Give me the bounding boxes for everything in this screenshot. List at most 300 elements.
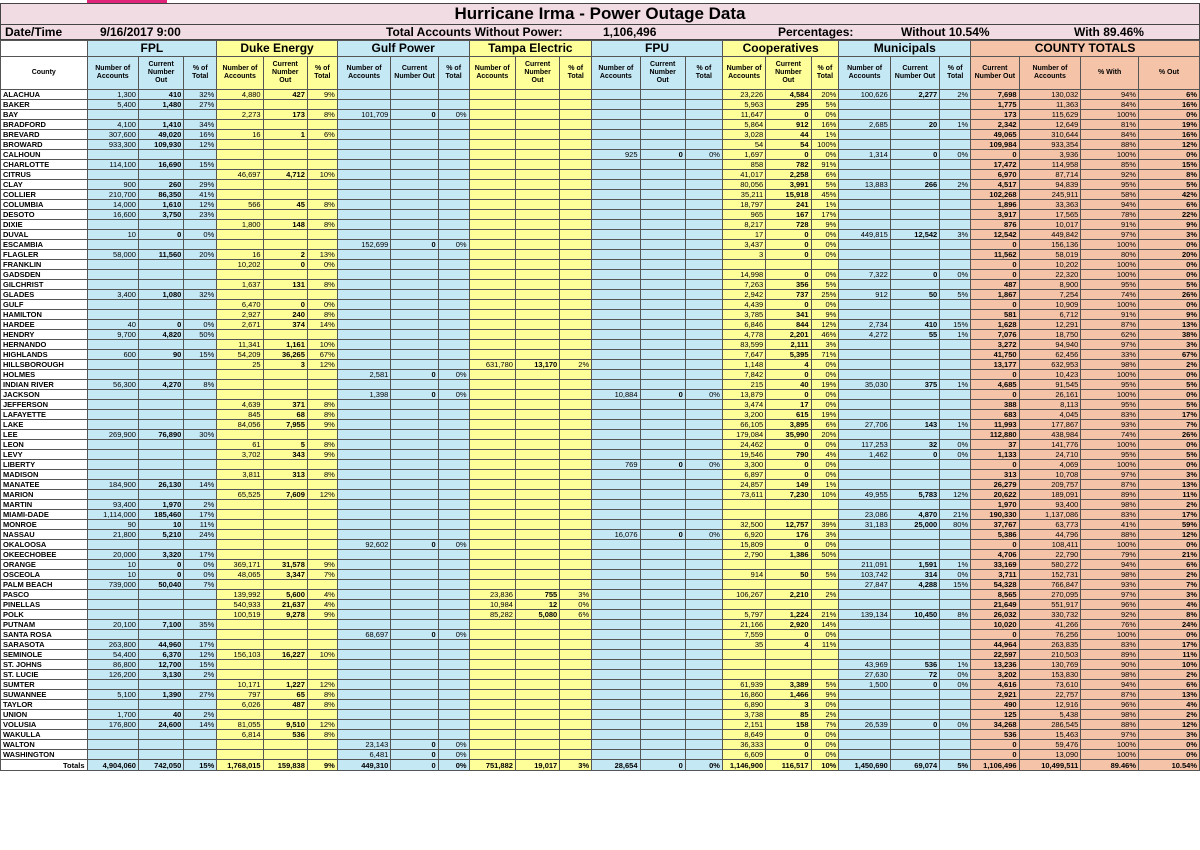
- table-cell: [217, 520, 263, 530]
- table-cell: [307, 370, 337, 380]
- table-cell: 6,481: [337, 750, 391, 760]
- table-cell: 81%: [1081, 120, 1139, 130]
- table-cell: [685, 130, 722, 140]
- table-cell: [337, 430, 391, 440]
- table-cell: [560, 470, 592, 480]
- table-cell: 16,600: [87, 210, 138, 220]
- table-cell: 54,209: [217, 350, 263, 360]
- table-cell: [560, 750, 592, 760]
- table-cell: 5,600: [263, 590, 307, 600]
- table-cell: [839, 370, 890, 380]
- table-cell: 5%: [1139, 450, 1200, 460]
- table-cell: [469, 460, 515, 470]
- table-cell: [890, 260, 939, 270]
- table-cell: [592, 490, 640, 500]
- table-cell: [515, 390, 559, 400]
- table-cell: [685, 280, 722, 290]
- table-cell: [184, 170, 217, 180]
- table-cell: [685, 380, 722, 390]
- table-row: [1, 520, 1200, 530]
- table-cell: 2,734: [839, 320, 890, 330]
- table-cell: 9%: [307, 450, 337, 460]
- table-cell: 1%: [940, 420, 971, 430]
- table-cell: [592, 290, 640, 300]
- table-cell: [685, 140, 722, 150]
- table-cell: 10,202: [217, 260, 263, 270]
- table-cell: 12,700: [138, 660, 183, 670]
- table-cell: 4,100: [87, 120, 138, 130]
- table-cell: 109,930: [138, 140, 183, 150]
- table-cell: [337, 610, 391, 620]
- county-name: TAYLOR: [1, 700, 88, 710]
- table-cell: 50,040: [138, 580, 183, 590]
- table-row: [1, 430, 1200, 440]
- table-cell: [138, 360, 183, 370]
- table-cell: [438, 230, 469, 240]
- table-cell: 3,202: [971, 670, 1019, 680]
- table-cell: [560, 550, 592, 560]
- table-cell: 86,800: [87, 660, 138, 670]
- table-cell: [685, 250, 722, 260]
- table-cell: [890, 630, 939, 640]
- county-name: GULF: [1, 300, 88, 310]
- table-cell: [640, 100, 685, 110]
- table-cell: 10,020: [971, 620, 1019, 630]
- table-cell: 600: [87, 350, 138, 360]
- table-cell: 3,936: [1019, 150, 1081, 160]
- table-cell: 2,210: [766, 590, 811, 600]
- table-cell: 314: [890, 570, 939, 580]
- table-cell: [890, 430, 939, 440]
- table-cell: [592, 200, 640, 210]
- county-name: OKALOOSA: [1, 540, 88, 550]
- table-cell: [391, 360, 438, 370]
- table-cell: 13,236: [971, 660, 1019, 670]
- table-cell: 10%: [1139, 660, 1200, 670]
- table-cell: [515, 210, 559, 220]
- table-cell: 0: [766, 270, 811, 280]
- county-name: JEFFERSON: [1, 400, 88, 410]
- table-cell: [890, 480, 939, 490]
- table-cell: 3,738: [722, 710, 765, 720]
- table-cell: 0: [640, 760, 685, 771]
- table-cell: [766, 670, 811, 680]
- table-cell: [307, 670, 337, 680]
- table-cell: [263, 240, 307, 250]
- table-cell: 7,955: [263, 420, 307, 430]
- table-cell: 766,847: [1019, 580, 1081, 590]
- table-cell: 190,330: [971, 510, 1019, 520]
- table-cell: 45%: [811, 190, 839, 200]
- table-cell: [685, 260, 722, 270]
- table-cell: [766, 650, 811, 660]
- table-cell: [469, 650, 515, 660]
- table-cell: [592, 100, 640, 110]
- table-cell: [391, 460, 438, 470]
- table-cell: [560, 210, 592, 220]
- table-cell: 0%: [184, 570, 217, 580]
- table-cell: 61: [217, 440, 263, 450]
- table-cell: [337, 580, 391, 590]
- table-cell: 100%: [1081, 150, 1139, 160]
- table-cell: [685, 660, 722, 670]
- table-cell: 12,542: [890, 230, 939, 240]
- table-cell: [438, 650, 469, 660]
- table-cell: 3,750: [138, 210, 183, 220]
- table-cell: [890, 200, 939, 210]
- table-cell: 566: [217, 200, 263, 210]
- table-cell: [839, 500, 890, 510]
- table-cell: 0%: [811, 630, 839, 640]
- table-cell: [184, 270, 217, 280]
- table-cell: 13%: [1139, 320, 1200, 330]
- table-cell: [469, 630, 515, 640]
- table-cell: 16,690: [138, 160, 183, 170]
- table-cell: 2,927: [217, 310, 263, 320]
- table-cell: 0%: [811, 250, 839, 260]
- table-cell: 10,909: [1019, 300, 1081, 310]
- table-row: [1, 480, 1200, 490]
- table-cell: 388: [971, 400, 1019, 410]
- table-cell: [337, 290, 391, 300]
- table-cell: [515, 150, 559, 160]
- table-cell: [391, 410, 438, 420]
- table-cell: 1,462: [839, 450, 890, 460]
- table-cell: 2,273: [217, 110, 263, 120]
- table-cell: [592, 430, 640, 440]
- table-cell: 74%: [1081, 290, 1139, 300]
- table-cell: 0: [971, 150, 1019, 160]
- table-cell: [438, 400, 469, 410]
- table-cell: [469, 540, 515, 550]
- table-cell: [592, 680, 640, 690]
- table-cell: [890, 360, 939, 370]
- table-cell: 100%: [1081, 390, 1139, 400]
- table-cell: 20: [890, 120, 939, 130]
- table-cell: 8%: [307, 700, 337, 710]
- table-cell: [592, 540, 640, 550]
- table-cell: 68,697: [337, 630, 391, 640]
- table-cell: 0%: [811, 240, 839, 250]
- table-cell: 12,757: [766, 520, 811, 530]
- table-cell: [685, 480, 722, 490]
- table-cell: 97%: [1081, 730, 1139, 740]
- table-row: [1, 400, 1200, 410]
- table-cell: [592, 370, 640, 380]
- county-name: DESOTO: [1, 210, 88, 220]
- table-cell: [515, 510, 559, 520]
- table-cell: 3,811: [217, 470, 263, 480]
- county-name: WAKULLA: [1, 730, 88, 740]
- table-cell: 41,017: [722, 170, 765, 180]
- table-cell: [469, 700, 515, 710]
- table-cell: [184, 360, 217, 370]
- table-cell: [438, 90, 469, 100]
- table-cell: 797: [217, 690, 263, 700]
- table-cell: [640, 370, 685, 380]
- table-cell: [515, 660, 559, 670]
- table-cell: [184, 370, 217, 380]
- table-cell: 3,400: [87, 290, 138, 300]
- table-row: [1, 350, 1200, 360]
- table-cell: 20,622: [971, 490, 1019, 500]
- table-cell: 152,699: [337, 240, 391, 250]
- table-cell: [184, 610, 217, 620]
- table-cell: 95%: [1081, 280, 1139, 290]
- table-cell: [337, 470, 391, 480]
- table-cell: 449,815: [839, 230, 890, 240]
- table-cell: [438, 100, 469, 110]
- table-cell: [685, 630, 722, 640]
- table-cell: 58%: [1081, 190, 1139, 200]
- table-cell: [217, 670, 263, 680]
- table-cell: 0: [766, 150, 811, 160]
- table-cell: [438, 320, 469, 330]
- table-cell: [184, 220, 217, 230]
- table-cell: 97%: [1081, 230, 1139, 240]
- table-cell: 50: [890, 290, 939, 300]
- table-cell: 18,750: [1019, 330, 1081, 340]
- table-cell: 131: [263, 280, 307, 290]
- table-cell: 8%: [307, 400, 337, 410]
- table-cell: [438, 640, 469, 650]
- table-cell: 9%: [1139, 310, 1200, 320]
- table-cell: [515, 340, 559, 350]
- county-name: UNION: [1, 710, 88, 720]
- table-cell: 35%: [184, 620, 217, 630]
- table-cell: 7,263: [722, 280, 765, 290]
- table-cell: 11,341: [217, 340, 263, 350]
- total-value: 1,106,496: [603, 25, 657, 39]
- table-cell: [391, 450, 438, 460]
- table-cell: [515, 450, 559, 460]
- table-cell: [940, 480, 971, 490]
- table-row: [1, 140, 1200, 150]
- table-cell: 35,211: [722, 190, 765, 200]
- table-cell: [940, 200, 971, 210]
- table-cell: [438, 620, 469, 630]
- table-cell: [337, 360, 391, 370]
- table-cell: [890, 100, 939, 110]
- table-cell: 7,647: [722, 350, 765, 360]
- table-cell: 93%: [1081, 580, 1139, 590]
- table-cell: 1,697: [722, 150, 765, 160]
- table-cell: 0: [766, 240, 811, 250]
- table-cell: [839, 640, 890, 650]
- table-cell: [640, 480, 685, 490]
- table-cell: [560, 300, 592, 310]
- table-cell: [940, 280, 971, 290]
- table-cell: [337, 720, 391, 730]
- table-cell: 20,000: [87, 550, 138, 560]
- county-name: MANATEE: [1, 480, 88, 490]
- table-cell: [391, 350, 438, 360]
- table-cell: [640, 250, 685, 260]
- table-cell: [469, 470, 515, 480]
- table-cell: 4%: [307, 590, 337, 600]
- table-cell: [217, 430, 263, 440]
- table-cell: [217, 640, 263, 650]
- table-cell: 26%: [1139, 290, 1200, 300]
- table-cell: [640, 740, 685, 750]
- table-cell: [515, 640, 559, 650]
- table-cell: [337, 570, 391, 580]
- table-cell: [337, 120, 391, 130]
- table-cell: [438, 120, 469, 130]
- table-cell: 11%: [1139, 650, 1200, 660]
- table-cell: [515, 420, 559, 430]
- table-cell: [685, 560, 722, 570]
- table-cell: [592, 120, 640, 130]
- table-cell: [337, 130, 391, 140]
- table-cell: 5,864: [722, 120, 765, 130]
- table-cell: [515, 470, 559, 480]
- table-cell: [391, 120, 438, 130]
- table-cell: 3%: [1139, 470, 1200, 480]
- table-cell: [560, 480, 592, 490]
- table-cell: [337, 500, 391, 510]
- table-cell: [438, 510, 469, 520]
- table-cell: 270,095: [1019, 590, 1081, 600]
- table-cell: [438, 300, 469, 310]
- table-cell: 7,100: [138, 620, 183, 630]
- table-cell: [138, 390, 183, 400]
- table-cell: 0%: [685, 390, 722, 400]
- table-cell: 307,600: [87, 130, 138, 140]
- table-cell: [685, 170, 722, 180]
- table-cell: 211,091: [839, 560, 890, 570]
- table-cell: [592, 320, 640, 330]
- table-cell: 0: [391, 740, 438, 750]
- table-cell: 844: [766, 320, 811, 330]
- table-cell: [337, 590, 391, 600]
- table-cell: 912: [839, 290, 890, 300]
- current-number-out-header: Current Number Out: [391, 57, 438, 90]
- table-cell: 3,389: [766, 680, 811, 690]
- table-cell: [560, 700, 592, 710]
- table-cell: 100%: [1081, 300, 1139, 310]
- table-cell: 10%: [307, 650, 337, 660]
- table-cell: 1,466: [766, 690, 811, 700]
- table-cell: 0%: [1139, 460, 1200, 470]
- table-cell: [438, 690, 469, 700]
- table-cell: 10: [87, 230, 138, 240]
- table-cell: 2%: [1139, 570, 1200, 580]
- table-cell: 65,525: [217, 490, 263, 500]
- table-cell: 84,056: [217, 420, 263, 430]
- table-cell: [87, 680, 138, 690]
- table-cell: [469, 380, 515, 390]
- table-cell: [640, 120, 685, 130]
- table-cell: 100%: [1081, 750, 1139, 760]
- table-cell: 0%: [184, 560, 217, 570]
- table-cell: 0%: [685, 150, 722, 160]
- table-cell: [469, 240, 515, 250]
- table-cell: [138, 450, 183, 460]
- table-cell: [87, 440, 138, 450]
- county-name: JACKSON: [1, 390, 88, 400]
- table-cell: 10: [138, 520, 183, 530]
- table-cell: 149: [766, 480, 811, 490]
- table-cell: [438, 210, 469, 220]
- table-cell: 5,783: [890, 490, 939, 500]
- group-cooperatives: Cooperatives: [722, 41, 838, 57]
- table-row: [1, 120, 1200, 130]
- table-cell: [263, 580, 307, 590]
- table-cell: 4%: [307, 600, 337, 610]
- table-cell: [685, 520, 722, 530]
- table-cell: [592, 660, 640, 670]
- table-cell: 6%: [560, 610, 592, 620]
- table-cell: 6,890: [722, 700, 765, 710]
- table-cell: [640, 660, 685, 670]
- table-cell: 12%: [184, 140, 217, 150]
- table-row: [1, 150, 1200, 160]
- table-cell: 6,970: [971, 170, 1019, 180]
- table-cell: 4,288: [890, 580, 939, 590]
- date-label: Date/Time: [5, 25, 63, 39]
- table-cell: 0%: [307, 260, 337, 270]
- table-cell: [685, 200, 722, 210]
- table-cell: [391, 100, 438, 110]
- table-row: [1, 300, 1200, 310]
- table-cell: 12,916: [1019, 700, 1081, 710]
- county-name: PASCO: [1, 590, 88, 600]
- table-cell: [839, 700, 890, 710]
- table-cell: 13%: [1139, 480, 1200, 490]
- table-cell: [263, 180, 307, 190]
- table-cell: [469, 280, 515, 290]
- table-cell: 0: [971, 630, 1019, 640]
- table-cell: [560, 130, 592, 140]
- table-cell: 0%: [940, 150, 971, 160]
- table-cell: 20%: [811, 430, 839, 440]
- table-cell: [592, 180, 640, 190]
- table-cell: 2,151: [722, 720, 765, 730]
- table-cell: [685, 340, 722, 350]
- table-cell: 17%: [184, 640, 217, 650]
- table-cell: [337, 380, 391, 390]
- table-cell: [391, 670, 438, 680]
- table-cell: [890, 280, 939, 290]
- table-cell: 43,969: [839, 660, 890, 670]
- table-cell: [560, 320, 592, 330]
- table-cell: [469, 680, 515, 690]
- table-cell: 0: [890, 680, 939, 690]
- table-cell: 2,258: [766, 170, 811, 180]
- table-cell: [515, 650, 559, 660]
- table-cell: 66,105: [722, 420, 765, 430]
- county-name: HIGHLANDS: [1, 350, 88, 360]
- table-cell: [138, 280, 183, 290]
- table-cell: [391, 270, 438, 280]
- table-row: [1, 380, 1200, 390]
- table-cell: [87, 260, 138, 270]
- table-cell: 240: [263, 310, 307, 320]
- table-cell: 0%: [811, 740, 839, 750]
- table-cell: [307, 580, 337, 590]
- table-cell: 106,267: [722, 590, 765, 600]
- table-cell: [184, 630, 217, 640]
- table-cell: 9%: [307, 90, 337, 100]
- table-cell: [87, 400, 138, 410]
- table-cell: 24%: [1139, 620, 1200, 630]
- table-cell: 100%: [811, 140, 839, 150]
- table-cell: 8%: [307, 310, 337, 320]
- table-cell: 16,860: [722, 690, 765, 700]
- table-cell: [138, 740, 183, 750]
- table-cell: [592, 220, 640, 230]
